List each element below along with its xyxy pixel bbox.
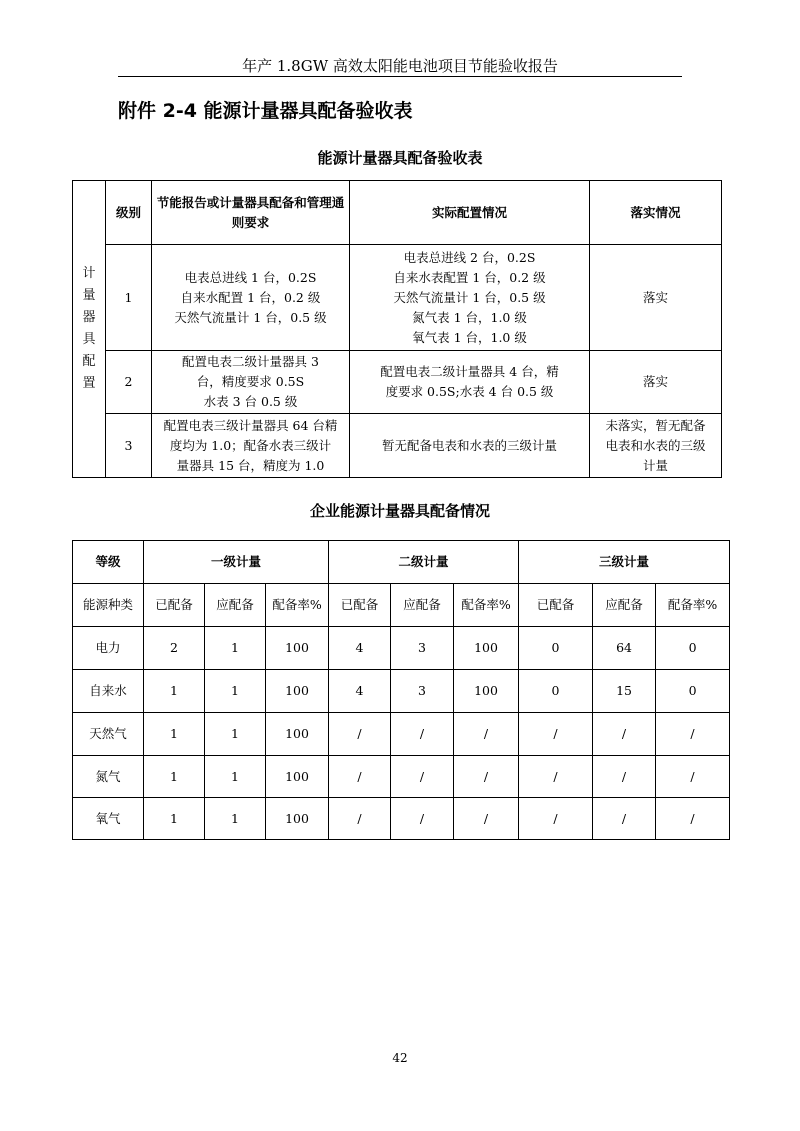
- table-cell: /: [656, 798, 730, 840]
- table-cell: /: [593, 798, 656, 840]
- table-row: [73, 713, 730, 756]
- status-cell: [590, 351, 722, 414]
- actual-line: 氮气表 1 台，1.0 级: [412, 309, 527, 325]
- row-level: 3: [106, 414, 152, 478]
- table-cell: /: [519, 713, 593, 756]
- side-label-char: 置: [82, 376, 96, 391]
- table-cell: /: [391, 713, 454, 756]
- table-cell: /: [593, 756, 656, 798]
- table-row: [73, 798, 730, 840]
- header-level-3: 三级计量: [519, 541, 730, 584]
- table-cell: 4: [329, 627, 391, 670]
- table-row: [73, 627, 730, 670]
- side-label-char: 计: [82, 266, 96, 281]
- metering-acceptance-table: [72, 180, 722, 478]
- table-cell: /: [519, 756, 593, 798]
- meter-equipment-table: [72, 540, 730, 840]
- table-cell: 1: [205, 627, 266, 670]
- subheader-cell: 应配备: [205, 584, 266, 627]
- table-cell: /: [329, 713, 391, 756]
- table-row: [73, 670, 730, 713]
- table-cell: 1: [144, 670, 205, 713]
- actual-cell: [350, 414, 590, 478]
- requirement-line: 台，精度要求 0.5S: [196, 374, 305, 389]
- table-cell: /: [656, 713, 730, 756]
- table-cell: 0: [519, 627, 593, 670]
- table-cell: 100: [454, 627, 519, 670]
- table-cell: 0: [519, 670, 593, 713]
- requirement-cell: [152, 351, 350, 414]
- subheader-cell: 已配备: [144, 584, 205, 627]
- page-number: 42: [392, 1051, 408, 1065]
- header-level: 级别: [106, 181, 152, 245]
- status-line: 未落实，暂无配备: [605, 417, 706, 433]
- table-cell: 100: [266, 627, 329, 670]
- table-cell: 1: [144, 756, 205, 798]
- side-label-cell: [73, 181, 106, 478]
- side-label-char: 具: [82, 332, 96, 347]
- header-level-1: 一级计量: [144, 541, 329, 584]
- table-cell: /: [329, 756, 391, 798]
- table-cell: /: [329, 798, 391, 840]
- table-cell: /: [391, 798, 454, 840]
- table-cell: 0: [656, 627, 730, 670]
- actual-line: 氧气表 1 台，1.0 级: [412, 329, 527, 345]
- table-cell: 1: [205, 713, 266, 756]
- header-actual: 实际配置情况: [350, 181, 590, 245]
- table-cell: 自来水: [73, 670, 144, 713]
- subheader-cell: 已配备: [329, 584, 391, 627]
- status-line: 计量: [642, 457, 668, 473]
- table-cell: /: [454, 756, 519, 798]
- table-cell: 天然气: [73, 713, 144, 756]
- requirement-line: 电表总进线 1 台，0.2S: [184, 269, 317, 285]
- subheader-cell: 已配备: [519, 584, 593, 627]
- subheader-cell: 能源种类: [73, 584, 144, 627]
- requirement-line: 度均为 1.0；配备水表三级计: [169, 437, 332, 453]
- table-cell: 3: [391, 670, 454, 713]
- status-line: 落实: [642, 289, 668, 305]
- side-label-char: 量: [82, 288, 96, 303]
- actual-line: 度要求 0.5S;水表 4 台 0.5 级: [385, 384, 554, 399]
- requirement-line: 配置电表三级计量器具 64 台精: [163, 417, 338, 433]
- table-cell: /: [454, 798, 519, 840]
- actual-cell: [350, 245, 590, 351]
- table-cell: 100: [266, 670, 329, 713]
- table2-title: 企业能源计量器具配备情况: [309, 502, 490, 520]
- requirement-line: 天然气流量计 1 台，0.5 级: [174, 309, 327, 325]
- page-header-title: 年产 1.8GW 高效太阳能电池项目节能验收报告: [242, 57, 558, 75]
- table-cell: 100: [266, 713, 329, 756]
- table-cell: 1: [144, 798, 205, 840]
- table-cell: 100: [266, 798, 329, 840]
- side-label-char: 器: [82, 310, 96, 325]
- requirement-line: 自来水配置 1 台，0.2 级: [180, 289, 321, 305]
- requirement-line: 水表 3 台 0.5 级: [203, 394, 298, 409]
- header-divider: [118, 76, 682, 77]
- table-cell: 0: [656, 670, 730, 713]
- header-status: 落实情况: [590, 181, 722, 245]
- status-cell: [590, 414, 722, 478]
- actual-line: 电表总进线 2 台，0.2S: [403, 249, 536, 265]
- table-cell: 1: [205, 756, 266, 798]
- table-row: [73, 756, 730, 798]
- subheader-cell: 配备率%: [656, 584, 730, 627]
- table-cell: 氧气: [73, 798, 144, 840]
- table-cell: 1: [144, 713, 205, 756]
- subheader-cell: 配备率%: [454, 584, 519, 627]
- table-cell: 15: [593, 670, 656, 713]
- table-cell: /: [656, 756, 730, 798]
- table-cell: 2: [144, 627, 205, 670]
- table-cell: 1: [205, 798, 266, 840]
- table-cell: /: [519, 798, 593, 840]
- table-cell: 100: [454, 670, 519, 713]
- subheader-cell: 应配备: [593, 584, 656, 627]
- row-level: 1: [106, 245, 152, 351]
- table-cell: 电力: [73, 627, 144, 670]
- table-cell: 1: [205, 670, 266, 713]
- table-cell: 100: [266, 756, 329, 798]
- side-label-char: 配: [82, 354, 96, 369]
- actual-line: 暂无配备电表和水表的三级计量: [381, 437, 557, 453]
- header-level-label: 等级: [73, 541, 144, 584]
- header-level-2: 二级计量: [329, 541, 519, 584]
- status-line: 落实: [642, 374, 668, 389]
- row-level: 2: [106, 351, 152, 414]
- table-cell: 氮气: [73, 756, 144, 798]
- requirement-line: 配置电表二级计量器具 3: [182, 354, 319, 369]
- requirement-cell: [152, 414, 350, 478]
- table-cell: /: [391, 756, 454, 798]
- subheader-cell: 配备率%: [266, 584, 329, 627]
- table1-title: 能源计量器具配备验收表: [317, 149, 483, 167]
- subheader-cell: 应配备: [391, 584, 454, 627]
- table-cell: /: [454, 713, 519, 756]
- requirement-line: 量器具 15 台，精度为 1.0: [176, 457, 325, 473]
- table-cell: 4: [329, 670, 391, 713]
- requirement-cell: [152, 245, 350, 351]
- actual-line: 自来水表配置 1 台，0.2 级: [393, 269, 546, 285]
- table-cell: 64: [593, 627, 656, 670]
- actual-line: 配置电表二级计量器具 4 台，精: [380, 364, 559, 379]
- actual-line: 天然气流量计 1 台，0.5 级: [393, 289, 546, 305]
- table-cell: 3: [391, 627, 454, 670]
- actual-cell: [350, 351, 590, 414]
- section-heading: 附件 2-4 能源计量器具配备验收表: [118, 100, 413, 122]
- header-requirement: 节能报告或计量器具配备和管理通则要求: [152, 181, 350, 245]
- status-line: 电表和水表的三级: [605, 437, 706, 453]
- table-cell: /: [593, 713, 656, 756]
- status-cell: [590, 245, 722, 351]
